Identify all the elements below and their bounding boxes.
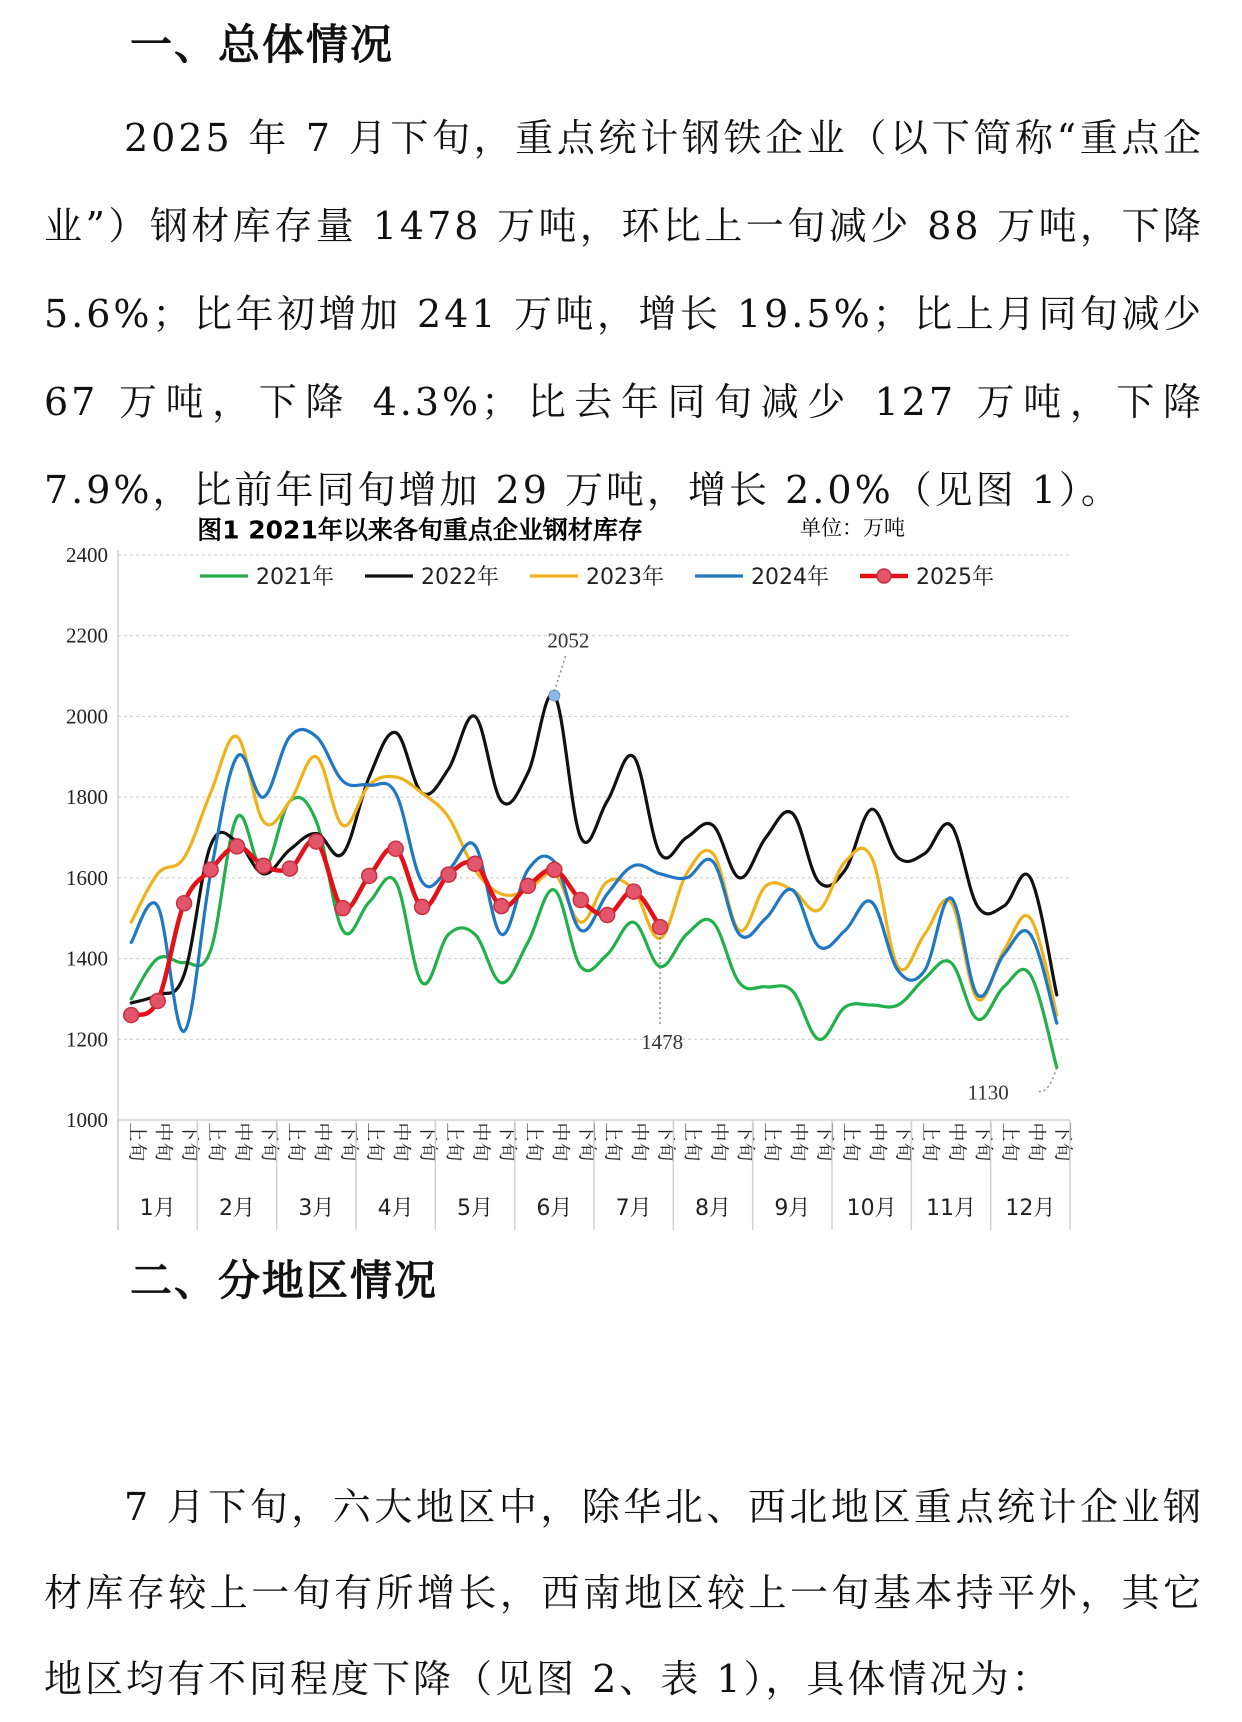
data-point-2025年	[626, 884, 641, 899]
x-period-char: 旬	[443, 1142, 466, 1162]
month-label: 11月	[926, 1196, 976, 1221]
x-period-char: 旬	[126, 1142, 149, 1162]
series-line-2021年	[131, 797, 1057, 1067]
x-period-char: 旬	[522, 1142, 545, 1162]
data-point-2025年	[309, 834, 324, 849]
x-period-char: 旬	[840, 1142, 863, 1162]
x-period-char: 旬	[284, 1142, 307, 1162]
x-period-char: 旬	[1051, 1142, 1074, 1162]
data-point-2025年	[230, 839, 245, 854]
x-period-char: 上	[760, 1122, 783, 1142]
month-label: 6月	[536, 1196, 573, 1221]
x-period-char: 旬	[628, 1142, 651, 1162]
x-period-char: 中	[470, 1122, 492, 1142]
x-period-char: 下	[655, 1122, 678, 1142]
month-label: 5月	[457, 1196, 493, 1221]
legend-item	[365, 565, 499, 590]
series-line-2023年	[131, 736, 1057, 1015]
data-point-2025年	[468, 856, 483, 871]
x-period-char: 旬	[258, 1142, 281, 1162]
x-period-char: 旬	[1025, 1142, 1048, 1162]
x-period-char: 旬	[734, 1142, 757, 1162]
x-period-char: 下	[258, 1122, 281, 1142]
legend-label: 2022年	[421, 565, 499, 590]
y-tick-label: 2200	[66, 623, 108, 648]
legend-item	[200, 565, 334, 590]
section-1-heading: 一、总体情况	[130, 20, 395, 69]
annotation-marker	[549, 690, 560, 701]
section-1-paragraph	[44, 94, 1204, 534]
data-point-2025年	[282, 861, 297, 876]
x-period-char: 旬	[998, 1142, 1021, 1162]
annotation-label: 1478	[641, 1030, 684, 1055]
data-point-2025年	[494, 899, 509, 914]
data-point-2025年	[124, 1008, 139, 1023]
data-point-2025年	[256, 858, 271, 873]
x-period-label	[153, 1122, 175, 1161]
x-period-char: 中	[787, 1122, 810, 1142]
x-period-char: 旬	[575, 1142, 598, 1162]
x-period-label	[232, 1122, 254, 1161]
x-period-label	[1025, 1122, 1047, 1161]
month-label: 1月	[139, 1196, 176, 1221]
y-tick-label: 1600	[66, 865, 108, 890]
month-label: 8月	[695, 1196, 731, 1221]
x-period-char: 中	[946, 1122, 968, 1142]
legend-item	[695, 565, 829, 590]
x-period-char: 下	[972, 1122, 995, 1142]
x-period-char: 旬	[760, 1142, 783, 1162]
x-period-char: 旬	[311, 1142, 334, 1162]
month-label: 4月	[377, 1196, 414, 1221]
x-period-char: 旬	[787, 1142, 810, 1162]
x-period-char: 上	[919, 1122, 942, 1142]
x-period-char: 旬	[152, 1142, 175, 1162]
data-point-2025年	[362, 868, 377, 883]
x-period-char: 旬	[866, 1142, 889, 1162]
x-period-label	[787, 1122, 809, 1161]
data-point-2025年	[547, 862, 562, 877]
x-period-label	[523, 1122, 545, 1161]
x-period-char: 下	[1051, 1122, 1074, 1142]
annotation-leader	[554, 653, 566, 691]
x-period-char: 旬	[813, 1142, 836, 1162]
data-point-2025年	[203, 862, 218, 877]
x-period-char: 旬	[364, 1142, 387, 1162]
x-period-label	[444, 1122, 466, 1161]
x-period-label	[470, 1122, 492, 1161]
x-period-label	[708, 1122, 730, 1161]
x-period-char: 旬	[972, 1142, 995, 1162]
x-period-char: 旬	[390, 1142, 413, 1162]
x-period-char: 上	[681, 1122, 704, 1142]
legend-item	[860, 565, 994, 590]
x-period-label	[946, 1122, 968, 1161]
chart-unit: 单位：万吨	[800, 516, 905, 541]
data-point-2025年	[441, 867, 456, 882]
chart-title: 图1 2021年以来各旬重点企业钢材库存	[197, 515, 643, 545]
x-period-char: 旬	[919, 1142, 942, 1162]
x-period-label	[285, 1122, 307, 1161]
x-period-char: 下	[813, 1122, 836, 1142]
x-period-char: 中	[390, 1122, 413, 1142]
month-label: 9月	[774, 1196, 811, 1221]
x-period-char: 旬	[232, 1142, 254, 1162]
section-1-text: 2025 年 7 月下旬，重点统计钢铁企业（以下简称“重点企业”）钢材库存量 1478 万吨，环比上一旬减少 88 万吨，下降 5.6%；比年初增加 241 万吨，增长 19.5%；比上月同旬减少 67 万吨，下降 4.3%；比去年同旬减少 127 万吨，下降 7.9%，比前年同旬增加 29 万吨，增长 2.0%（见图 1）。	[44, 116, 1204, 512]
y-tick-label: 2400	[66, 543, 108, 567]
x-period-char: 中	[232, 1122, 254, 1142]
x-period-char: 中	[549, 1122, 572, 1142]
x-period-char: 旬	[655, 1142, 678, 1162]
x-period-char: 上	[522, 1122, 545, 1142]
data-point-2025年	[573, 893, 588, 908]
x-period-char: 上	[443, 1122, 466, 1142]
series-line-2022年	[131, 694, 1057, 1003]
x-period-label	[682, 1122, 704, 1161]
x-period-char: 中	[311, 1122, 334, 1142]
month-label: 3月	[298, 1196, 335, 1221]
x-period-char: 下	[734, 1122, 757, 1142]
series-lines	[131, 694, 1057, 1067]
x-period-char: 旬	[549, 1142, 572, 1162]
x-period-char: 旬	[337, 1142, 360, 1162]
x-period-char: 下	[179, 1122, 202, 1142]
annotation-label: 2052	[547, 628, 590, 653]
x-period-char: 旬	[893, 1142, 916, 1162]
data-point-2025年	[600, 907, 615, 922]
month-label: 7月	[615, 1196, 652, 1221]
x-period-label	[840, 1122, 862, 1161]
x-period-char: 中	[866, 1122, 889, 1142]
legend-label: 2025年	[916, 565, 994, 590]
data-point-2025年	[335, 901, 350, 916]
y-tick-label: 1800	[66, 785, 108, 810]
x-period-label	[311, 1122, 333, 1161]
legend-item	[530, 565, 664, 590]
x-period-char: 旬	[946, 1142, 968, 1162]
x-period-char: 旬	[179, 1142, 202, 1162]
data-point-2025年	[150, 993, 165, 1008]
x-period-label	[999, 1122, 1021, 1161]
x-period-label	[867, 1122, 889, 1161]
x-period-label	[126, 1122, 148, 1161]
x-period-char: 上	[205, 1122, 228, 1142]
x-period-label	[920, 1122, 942, 1161]
x-period-label	[549, 1122, 571, 1161]
x-period-char: 中	[708, 1122, 730, 1142]
data-point-2025年	[520, 878, 535, 893]
annotation-label: 1130	[967, 1080, 1009, 1105]
section-2-paragraph	[44, 1464, 1204, 1722]
x-period-char: 中	[1025, 1122, 1048, 1142]
x-period-char: 上	[840, 1122, 863, 1142]
annotations	[547, 628, 1056, 1104]
y-tick-label: 1000	[66, 1108, 108, 1132]
x-period-char: 旬	[496, 1142, 519, 1162]
inventory-line-chart	[40, 515, 1080, 1232]
x-period-char: 旬	[681, 1142, 704, 1162]
section-2-text: 7 月下旬，六大地区中，除华北、西北地区重点统计企业钢材库存较上一旬有所增长，西南地区较上一旬基本持平外，其它地区均有不同程度下降（见图 2、表 1），具体情况为：	[44, 1485, 1204, 1701]
x-period-char: 旬	[602, 1142, 625, 1162]
x-period-char: 上	[998, 1122, 1021, 1142]
x-period-label	[602, 1122, 624, 1161]
x-period-char: 旬	[708, 1142, 730, 1162]
x-period-label	[629, 1122, 651, 1161]
x-period-char: 旬	[417, 1142, 440, 1162]
legend-label: 2023年	[586, 565, 664, 590]
x-period-label	[761, 1122, 783, 1161]
legend	[200, 565, 994, 590]
x-period-char: 上	[284, 1122, 307, 1142]
x-period-char: 旬	[205, 1142, 228, 1162]
month-label: 2月	[219, 1196, 255, 1221]
x-period-label	[206, 1122, 228, 1161]
section-2-heading: 二、分地区情况	[130, 1256, 439, 1305]
x-period-char: 下	[575, 1122, 598, 1142]
x-period-char: 上	[126, 1122, 149, 1142]
month-label: 10月	[846, 1196, 897, 1221]
data-point-2025年	[388, 841, 403, 856]
x-period-char: 中	[152, 1122, 175, 1142]
y-tick-label: 1200	[66, 1027, 108, 1052]
data-point-2025年	[415, 899, 430, 914]
data-point-2025年	[177, 896, 192, 911]
x-period-char: 上	[364, 1122, 387, 1142]
annotation-leader	[1039, 1068, 1057, 1092]
x-period-char: 下	[337, 1122, 360, 1142]
x-period-char: 中	[628, 1122, 651, 1142]
x-period-char: 旬	[470, 1142, 492, 1162]
legend-marker	[877, 569, 891, 583]
month-label: 12月	[1005, 1196, 1056, 1221]
x-period-char: 下	[417, 1122, 440, 1142]
legend-label: 2024年	[751, 565, 829, 590]
x-period-label	[391, 1122, 413, 1161]
y-tick-label: 2000	[66, 704, 108, 729]
y-tick-label: 1400	[66, 946, 108, 971]
legend-label: 2021年	[256, 565, 334, 590]
x-period-char: 下	[496, 1122, 519, 1142]
x-period-char: 上	[602, 1122, 625, 1142]
x-axis	[118, 1120, 1074, 1230]
x-period-char: 下	[893, 1122, 916, 1142]
x-period-label	[364, 1122, 386, 1161]
data-point-2025年	[653, 920, 668, 935]
